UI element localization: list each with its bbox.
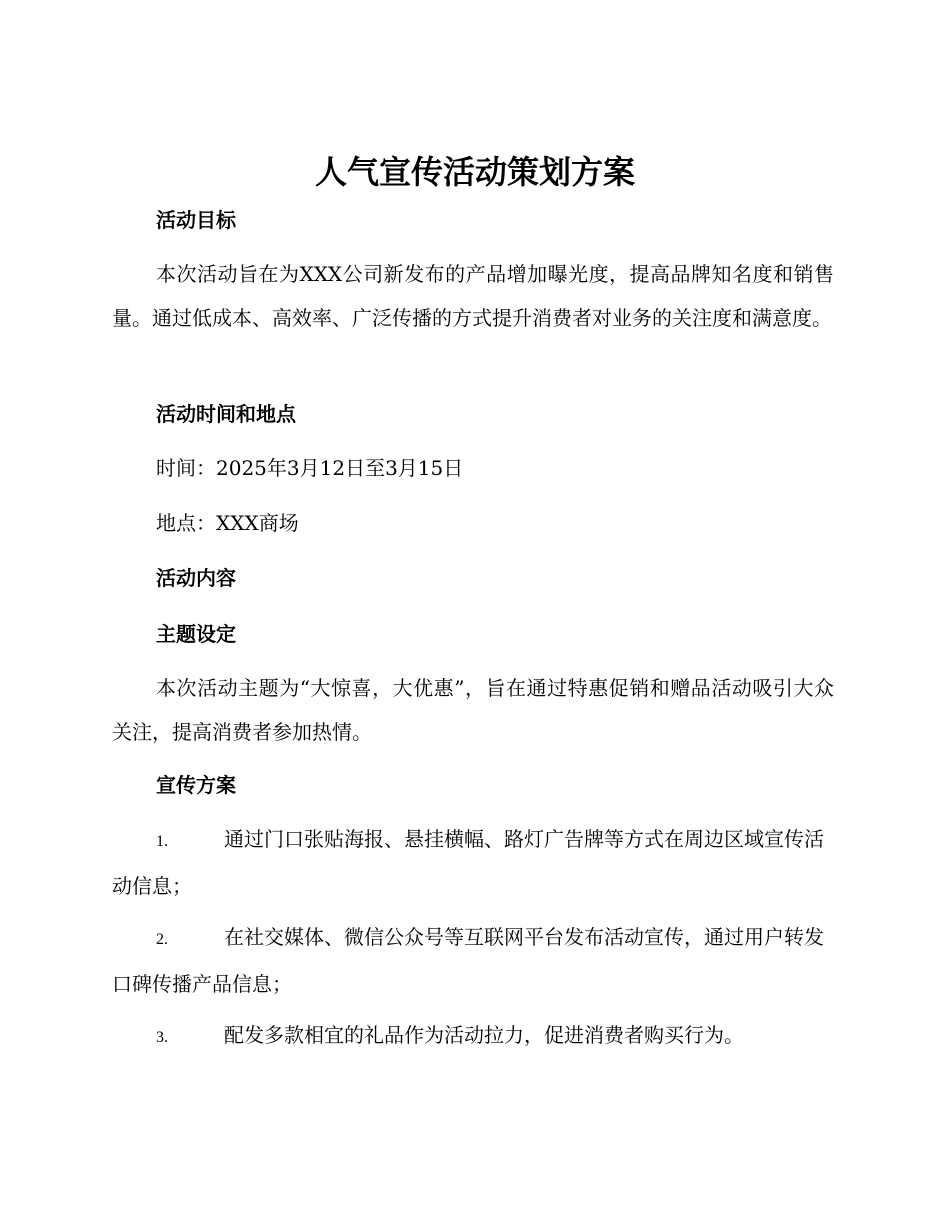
list-item bbox=[112, 817, 834, 908]
list-item-number: 3. bbox=[156, 1029, 168, 1046]
place-line: 地点：XXX商场 bbox=[156, 511, 299, 535]
list-item-text: 通过门口张贴海报、悬挂横幅、路灯广告牌等方式在周边区域宣传活动信息； bbox=[112, 827, 824, 898]
document-title: 人气宣传活动策划方案 bbox=[314, 153, 635, 191]
list-item bbox=[112, 1013, 834, 1060]
heading-goal: 活动目标 bbox=[156, 208, 236, 232]
paragraph-theme: 本次活动主题为“大惊喜，大优惠”，旨在通过特惠促销和赠品活动吸引大众关注，提高消费者参加热情。 bbox=[112, 676, 834, 744]
time-line: 时间：2025年3月12日至3月15日 bbox=[156, 456, 464, 480]
heading-promotion: 宣传方案 bbox=[156, 773, 236, 797]
heading-content: 活动内容 bbox=[156, 566, 236, 590]
list-item-number: 2. bbox=[156, 931, 168, 948]
list-item-text: 在社交媒体、微信公众号等互联网平台发布活动宣传，通过用户转发口碑传播产品信息； bbox=[112, 925, 824, 996]
heading-time-place: 活动时间和地点 bbox=[156, 402, 296, 426]
paragraph-goal: 本次活动旨在为XXX公司新发布的产品增加曝光度，提高品牌知名度和销售量。通过低成本、高效率、广泛传播的方式提升消费者对业务的关注度和满意度。 bbox=[112, 262, 834, 330]
heading-theme: 主题设定 bbox=[156, 622, 236, 646]
list-item bbox=[112, 915, 834, 1006]
list-item-text: 配发多款相宜的礼品作为活动拉力，促进消费者购买行为。 bbox=[224, 1023, 744, 1047]
list-item-number: 1. bbox=[156, 833, 168, 850]
